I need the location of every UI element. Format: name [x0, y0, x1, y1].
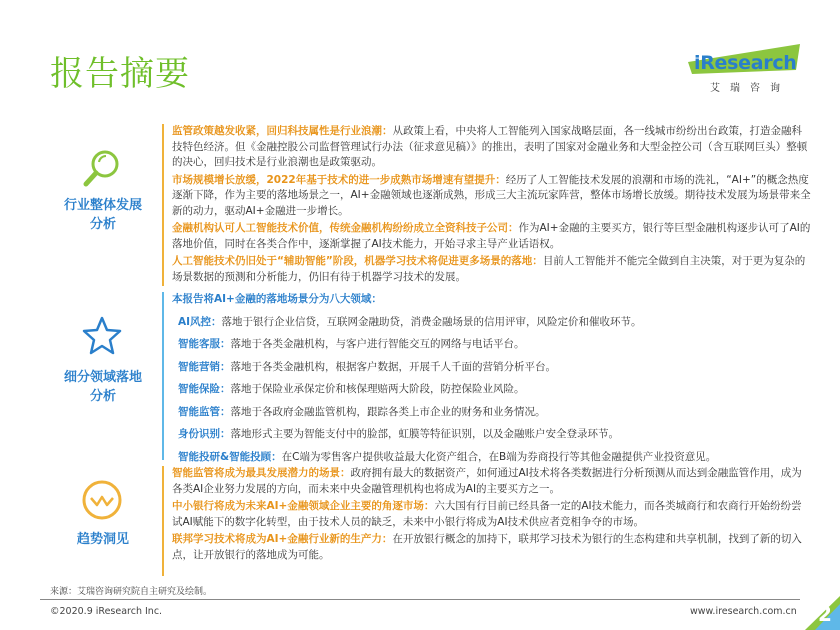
paragraph — [172, 221, 812, 252]
paragraph-text: 经历了人工智能技术发展的浪潮和市场的洗礼，“AI+”的概念热度逐渐下降，作为主要的落地场景之一，AI+金融领域也逐渐成熟，形成三大主流玩家阵营，整体市场增长放缓。期待技术发展为场景带来全新的动力，驱动AI+金融进一步增长。 — [172, 173, 811, 217]
item-tag: 身份识别： — [178, 428, 231, 440]
paragraph — [172, 499, 812, 530]
copyright: ©2020.9 iResearch Inc. — [50, 606, 163, 617]
section-label-line2: 分析 — [89, 217, 116, 232]
section-content — [172, 124, 812, 287]
divider-line — [162, 124, 164, 286]
list-item — [172, 360, 812, 376]
item-text: 落地于银行企业信贷，互联网金融助贷，消费金融场景的信用评审，风险定价和催收环节。 — [221, 315, 642, 328]
section-label-column — [40, 124, 166, 286]
item-tag: 智能营销： — [178, 360, 231, 373]
trend-icon — [80, 478, 124, 522]
footer-divider — [40, 599, 800, 600]
iresearch-logo — [688, 44, 800, 96]
paragraph-highlight: 市场规模增长放缓，2022年基于技术的进一步成熟市场增速有望提升： — [172, 173, 506, 186]
logo-text: iResearch — [694, 52, 797, 74]
item-tag: 智能客服： — [178, 338, 231, 350]
item-tag: AI风控： — [178, 315, 222, 328]
page-title: 报告摘要 — [50, 54, 190, 94]
list-item — [172, 337, 812, 353]
divider-line — [162, 466, 164, 576]
star-icon — [80, 314, 124, 358]
paragraph — [172, 124, 812, 171]
section-label-line2: 分析 — [89, 389, 116, 404]
section-label-line1: 行业整体发展 — [63, 198, 142, 213]
paragraph-highlight: 智能监管将成为最具发展潜力的场景： — [172, 467, 351, 479]
list-item — [172, 450, 812, 466]
paragraph-highlight: 监管政策越发收紧，回归科技属性是行业浪潮： — [172, 125, 393, 137]
section-label-line1: 细分领域落地 — [63, 370, 142, 385]
paragraph-text: 在开放银行概念的加持下，联邦学习技术为银行的生态构建和共享机制，找到了新的切入点，让开放银行的落地成为可能。 — [172, 533, 802, 561]
paragraph-text: 六大国有行目前已经具备一定的AI技术能力，而各类城商行和农商行开始纷纷尝试AI赋能下的数字化转型，由于技术人员的缺乏，未来中小银行将成为AI技术供应者竞相争夺的市场。 — [172, 500, 802, 528]
website-link[interactable]: www.iresearch.com.cn — [690, 606, 797, 617]
logo-subtitle: 艾瑞咨询 — [710, 83, 790, 94]
item-text: 落地形式主要为智能支付中的脸部，虹膜等特征识别，以及金融账户安全登录环节。 — [230, 428, 619, 440]
section-trend-insights — [40, 466, 810, 576]
section-label-column — [40, 466, 166, 576]
list-item — [172, 315, 812, 331]
section-content — [172, 466, 812, 565]
paragraph-text: 作为AI+金融的主要买方，银行等巨型金融机构逐步认可了AI的落地价值，同时在各类合作中，逐渐掌握了AI技术能力，开始寻求主导产业话语权。 — [172, 222, 811, 250]
item-text: 落地于保险业承保定价和核保理赔两大阶段，防控保险业风险。 — [230, 383, 525, 395]
paragraph-text: 目前人工智能并不能完全做到自主决策，对于更为复杂的场景数据的预测和分析能力，仍旧有待于机器学习技术的发展。 — [172, 255, 806, 283]
paragraph — [172, 173, 812, 220]
section-label-line1: 趋势洞见 — [76, 532, 129, 547]
item-text: 落地于各政府金融监管机构，跟踪各类上市企业的财务和业务情况。 — [230, 405, 546, 418]
paragraph — [172, 254, 812, 285]
magnifier-icon — [80, 146, 124, 190]
section-label — [40, 196, 166, 234]
item-tag: 智能监管： — [178, 405, 231, 418]
item-tag: 智能保险： — [178, 383, 231, 395]
paragraph-highlight: 金融机构认可人工智能技术价值，传统金融机构纷纷成立全资科技子公司： — [172, 222, 519, 234]
section-label-column — [40, 292, 166, 460]
list-item — [172, 382, 812, 398]
paragraph — [172, 532, 812, 563]
item-text: 在C端为零售客户提供收益最大化资产组合，在B端为券商投行等其他金融提供产业投资意见。 — [281, 450, 717, 463]
section-label — [40, 368, 166, 406]
divider-line — [162, 292, 164, 460]
section-industry-analysis — [40, 124, 810, 286]
section-label — [40, 530, 166, 549]
paragraph-highlight: 人工智能技术仍旧处于“辅助智能”阶段，机器学习技术将促进更多场景的落地： — [172, 255, 543, 267]
section-content — [172, 292, 812, 472]
item-text: 落地于各类金融机构，与客户进行智能交互的网络与电话平台。 — [230, 338, 525, 350]
paragraph-highlight: 联邦学习技术将成为AI+金融行业新的生产力： — [172, 533, 393, 545]
source-note: 来源：艾瑞咨询研究院自主研究及绘制。 — [50, 587, 213, 597]
paragraph-text: 从政策上看，中央将人工智能列入国家战略层面，各一线城市纷纷出台政策，打造金融科技特色经济。但《金融控股公司监督管理试行办法（征求意见稿）》的推出，表明了国家对金融业务和大型金控公司（含互联网巨头）整顿的决心，回归技术是行业浪潮也是政策驱动。 — [172, 125, 808, 168]
paragraph — [172, 466, 812, 497]
paragraph-highlight: 中小银行将成为未来AI+金融领域企业主要的角逐市场： — [172, 500, 435, 512]
section-segment-analysis — [40, 292, 810, 463]
item-tag: 智能投研&智能投顾： — [178, 450, 282, 463]
item-text: 落地于各类金融机构，根据客户数据，开展千人千面的营销分析平台。 — [230, 360, 556, 373]
list-item — [172, 405, 812, 421]
section-intro: 本报告将AI+金融的落地场景分为八大领域： — [172, 293, 382, 305]
list-item — [172, 427, 812, 443]
page-number: 2 — [818, 602, 832, 626]
paragraph-text: 政府拥有最大的数据资产，如何通过AI技术将各类数据进行分析预测从而达到金融监管作用，成为各类AI企业努力发展的方向，而未来中央金融管理机构也将成为AI的主要买方之一。 — [172, 467, 802, 495]
